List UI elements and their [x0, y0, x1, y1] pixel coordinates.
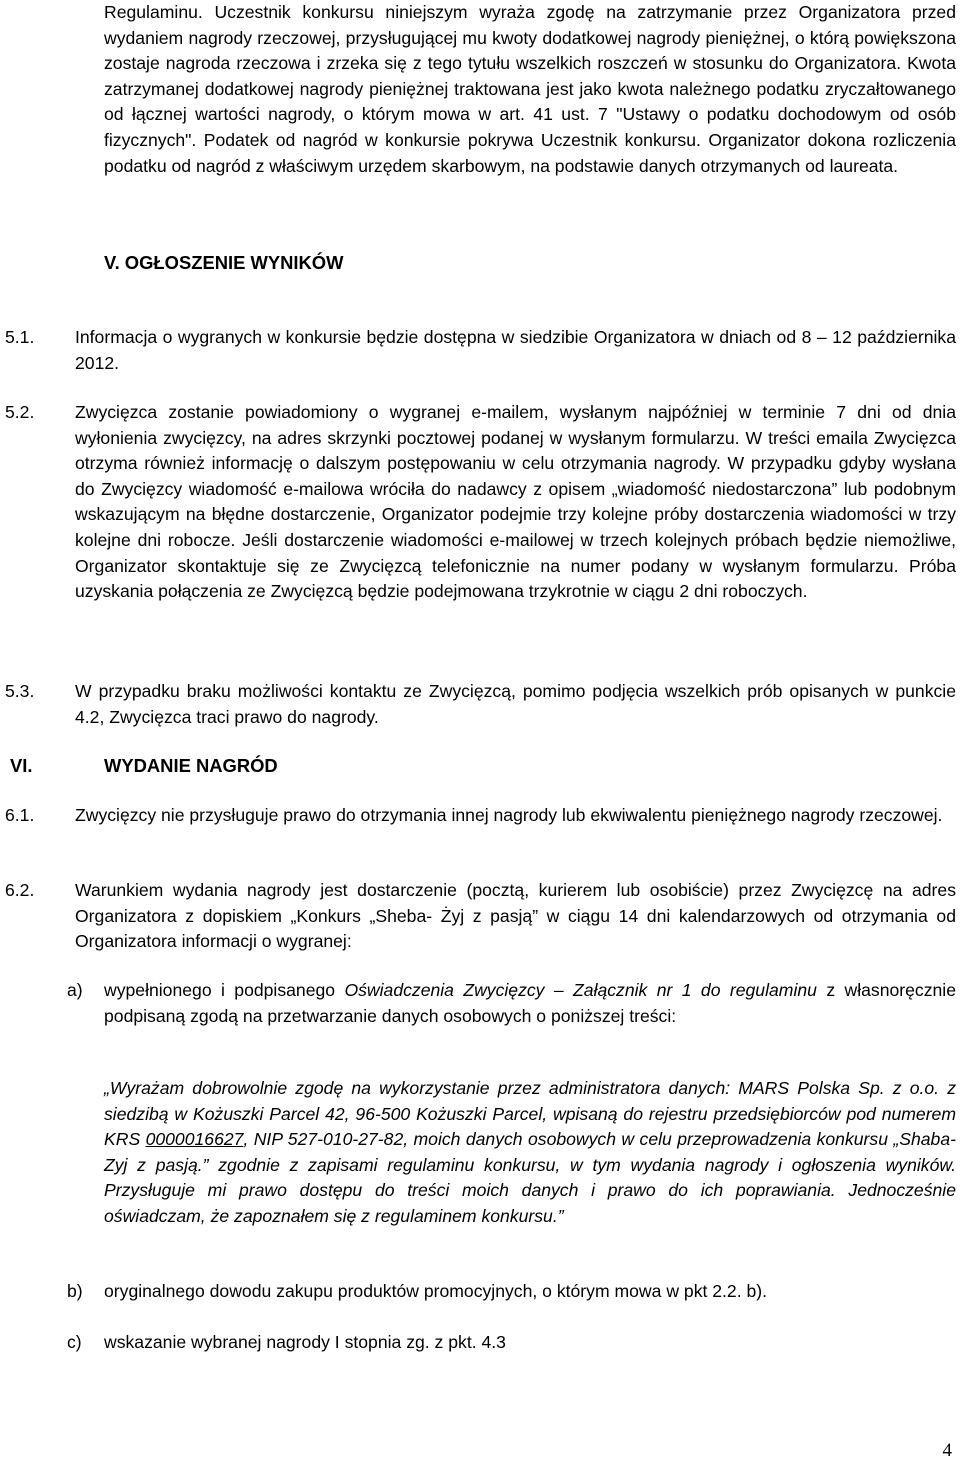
sub-item-letter: c): [67, 1332, 82, 1352]
consent-text-start: „Wyrażam dobrowolnie zgodę na wykorzystanie przez administratora danych: MARS Polska Sp. z o.o. z siedzibą w Kożuszki Parcel 42, 96-500 Kożuszki Parcel, wpisaną do rejestru przedsiębiorców pod numerem KRS: [104, 1078, 956, 1150]
page-number: 4: [942, 1440, 952, 1461]
item-text: Zwycięzcy nie przysługuje prawo do otrzymania innej nagrody lub ekwiwalentu pieniężnego nagrody rzeczowej.: [75, 805, 943, 825]
sub-item-text: oryginalnego dowodu zakupu produktów promocyjnych, o którym mowa w pkt 2.2. b).: [104, 1281, 768, 1301]
sub-a-text-start: wypełnionego i podpisanego: [104, 980, 345, 1000]
item-number: 6.1.: [5, 805, 35, 825]
item-number: 5.3.: [5, 681, 35, 701]
item-number: 6.2.: [5, 880, 35, 900]
krs-number-link[interactable]: 0000016627: [145, 1129, 244, 1150]
item-number: 5.2.: [5, 402, 35, 422]
sub-item-text: wskazanie wybranej nagrody I stopnia zg. z pkt. 4.3: [104, 1332, 506, 1352]
section-5-heading: V. OGŁOSZENIE WYNIKÓW: [104, 252, 344, 273]
sub-a-text-end: z własnoręcznie podpisaną zgodą na przetwarzanie danych osobowych o poniższej treści:: [104, 980, 956, 1026]
intro-paragraph: Regulaminu. Uczestnik konkursu niniejszym wyraża zgodę na zatrzymanie przez Organizatora przed wydaniem nagrody rzeczowej, przysługującej mu kwoty dodatkowej nagrody pieniężnej, o którą powiększona zostaje nagroda rzeczowa i zrzeka się z tego tytułu wszelkich roszczeń w stosunku do Organizatora. Kwota zatrzymanej dodatkowej nagrody pieniężnej traktowana jest jako kwota należnego podatku zryczałtowanego od łącznej wartości nagrody, o którym mowa w art. 41 ust. 7 "Ustawy o podatku dochodowym od osób fizycznych". Podatek od nagród w konkursie pokrywa Uczestnik konkursu. Organizator dokona rozliczenia podatku od nagród z właściwym urzędem skarbowym, na podstawie danych otrzymanych od laureata.: [104, 2, 956, 176]
sub-item-letter: b): [67, 1281, 83, 1301]
item-text: Warunkiem wydania nagrody jest dostarczenie (pocztą, kurierem lub osobiście) przez Zwycięzcę na adres Organizatora z dopiskiem „Konkurs „Sheba- Żyj z pasją” w ciągu 14 dni kalendarzowych od otrzymania od Organizatora informacji o wygranej:: [75, 880, 956, 952]
item-text: W przypadku braku możliwości kontaktu ze Zwycięzcą, pomimo podjęcia wszelkich prób opisanych w punkcie 4.2, Zwycięzca traci prawo do nagrody.: [75, 681, 956, 727]
sub-item-letter: a): [67, 980, 83, 1000]
sub-item-text: [104, 978, 956, 1029]
item-text: Zwycięzca zostanie powiadomiony o wygranej e-mailem, wysłanym najpóźniej w terminie 7 dni od dnia wyłonienia zwycięzcy, na adres skrzynki pocztowej podanej w wysłanym formularzu. W treści emaila Zwycięzca otrzyma również informację o dalszym postępowaniu w celu otrzymania nagrody. W przypadku gdyby wysłana do Zwycięzcy wiadomość e-mailowa wróciła do nadawcy z opisem „wiadomość niedostarczona” lub podobnym wskazującym na błędne dostarczenie, Organizator podejmie trzy kolejne próby dostarczenia wiadomości w trzy kolejne dni robocze. Jeśli dostarczenie wiadomości e-mailowej w trzech kolejnych próbach będzie niemożliwe, Organizator skontaktuje się ze Zwycięzcą telefonicznie na numer podany w wysłanym formularzu. Próba uzyskania połączenia ze Zwycięzcą będzie podejmowana trzykrotnie w ciągu 2 dni roboczych.: [75, 402, 956, 602]
consent-quote: [104, 1076, 956, 1230]
section-6-roman: VI.: [10, 755, 33, 776]
consent-text-end: , NIP 527-010-27-82, moich danych osobowych w celu przeprowadzenia konkursu „Shaba-Zyj z pasją.” zgodnie z zapisami regulaminu konkursu, w tym wydania nagrody i ogłoszenia wyników. Przysługuje mi prawo dostępu do treści moich danych i prawo do ich poprawiania. Jednocześnie oświadczam, że zapoznałem się z regulaminem konkursu.”: [104, 1129, 956, 1226]
section-6-title: WYDANIE NAGRÓD: [104, 755, 278, 776]
item-text: Informacja o wygranych w konkursie będzie dostępna w siedzibie Organizatora w dniach od 8 – 12 października 2012.: [75, 327, 956, 373]
item-number: 5.1.: [5, 327, 35, 347]
attachment-reference: Oświadczenia Zwycięzcy – Załącznik nr 1 do regulaminu: [344, 980, 817, 1000]
